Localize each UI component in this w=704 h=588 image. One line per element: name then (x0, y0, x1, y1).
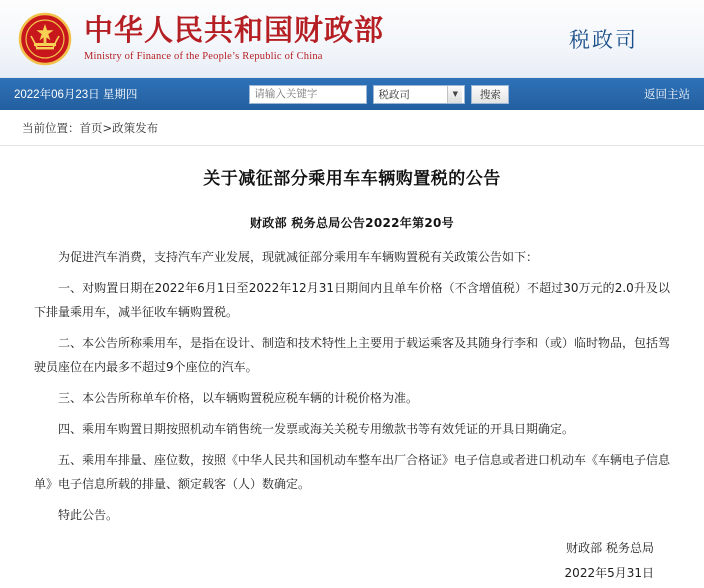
article-subtitle: 财政部 税务总局公告2022年第20号 (250, 215, 454, 230)
article-paragraph: 一、对购置日期在2022年6月1日至2022年12月31日期间内且单车价格（不含增值税）不超过30万元的2.0升及以下排量乘用车，减半征收车辆购置税。 (34, 280, 670, 319)
article-sign-date: 2022年5月31日 (564, 565, 654, 580)
site-title-cn: 中华人民共和国财政部 (84, 13, 385, 48)
article-signature: 财政部 税务总局 (566, 540, 654, 555)
site-header (0, 0, 704, 78)
search-category-select[interactable] (373, 85, 465, 104)
article-paragraph: 为促进汽车消费，支持汽车产业发展，现就减征部分乘用车车辆购置税有关政策公告如下： (58, 249, 539, 264)
article-title: 关于减征部分乘用车车辆购置税的公告 (203, 169, 501, 189)
site-title-en: Ministry of Finance of the People’s Republic of China (84, 50, 323, 62)
back-to-main-link[interactable]: 返回主站 (644, 89, 690, 101)
nav-bar (0, 78, 704, 110)
article-paragraph: 二、本公告所称乘用车，是指在设计、制造和技术特性上主要用于载运乘客及其随身行李和（或）临时物品，包括驾驶员座位在内最多不超过9个座位的汽车。 (34, 335, 671, 374)
current-date: 2022年06月23日 星期四 (14, 89, 138, 101)
article-paragraph: 三、本公告所称单车价格，以车辆购置税应税车辆的计税价格为准。 (58, 390, 419, 405)
article-paragraph: 特此公告。 (58, 507, 119, 522)
national-emblem-icon (18, 12, 72, 66)
search-button[interactable]: 搜索 (471, 85, 509, 104)
search-area (249, 85, 509, 104)
breadcrumb-bar (0, 110, 704, 146)
department-title: 税政司 (569, 27, 638, 52)
breadcrumb[interactable]: 当前位置：首页>政策发布 (22, 120, 159, 135)
article-body (34, 245, 670, 527)
site-title-block (84, 15, 384, 62)
article (0, 146, 704, 584)
article-paragraph: 四、乘用车购置日期按照机动车销售统一发票或海关关税专用缴款书等有效凭证的开具日期确定。 (58, 421, 575, 436)
article-paragraph: 五、乘用车排量、座位数，按照《中华人民共和国机动车整车出厂合格证》电子信息或者进口机动车《车辆电子信息单》电子信息所载的排量、额定载客（人）数确定。 (34, 452, 671, 491)
search-category-value: 税政司 (378, 88, 410, 101)
search-input[interactable] (249, 85, 367, 104)
chevron-down-icon: ▼ (447, 86, 462, 103)
